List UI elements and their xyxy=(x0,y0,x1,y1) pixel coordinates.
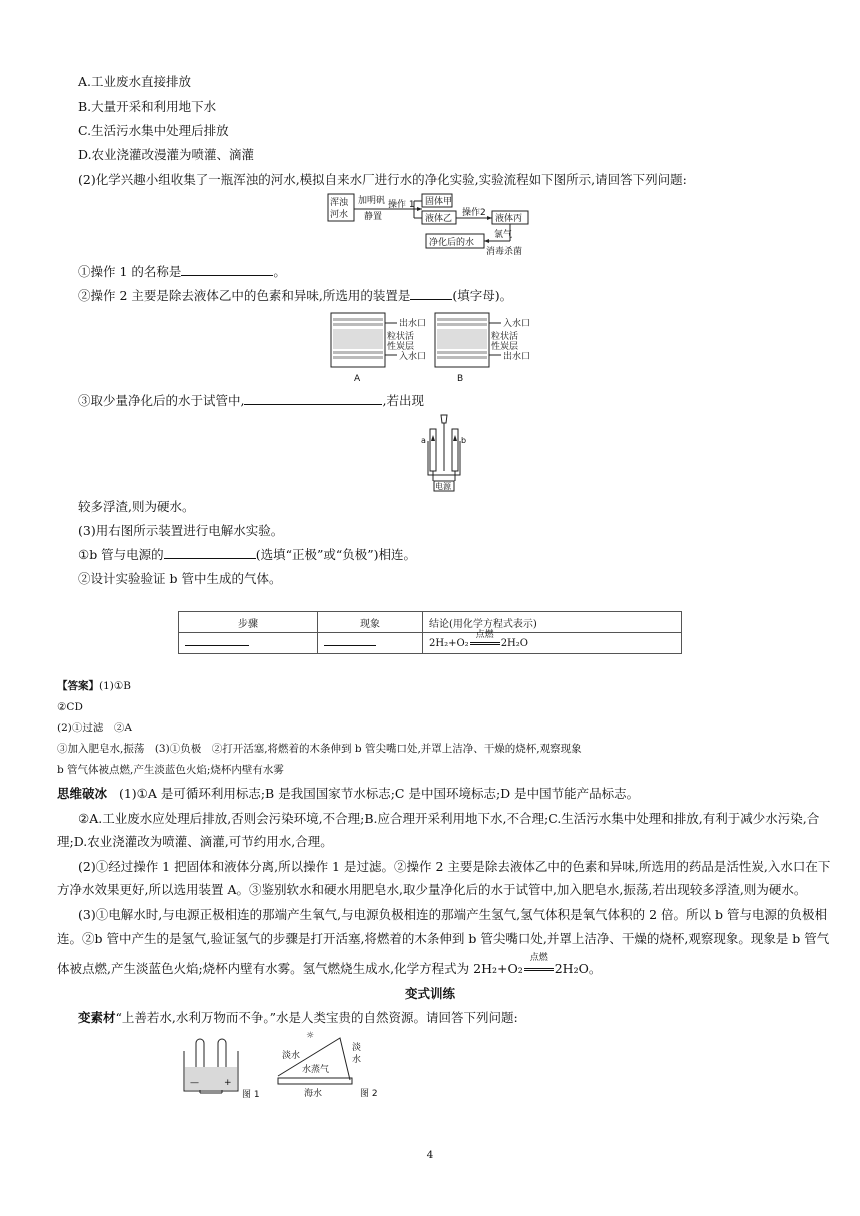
fig2-vapor: 水蒸气 xyxy=(302,1065,330,1075)
power-label: 电源 xyxy=(435,482,451,491)
flow-settle: 静置 xyxy=(364,212,383,222)
a-carbon-1: 粒状活 xyxy=(387,332,415,342)
th-conclusion: 结论(用化学方程式表示) xyxy=(423,612,682,633)
sun-icon: ☼ xyxy=(306,1031,315,1041)
flow-add: 加明矾 xyxy=(358,196,386,206)
th-step: 步骤 xyxy=(179,612,318,633)
a-outlet: 出水口 xyxy=(399,319,427,329)
analysis-p2b: 理;D.农业浇灌改为喷灌、滴灌,可节约用水,合理。 xyxy=(57,834,333,849)
flow-op2: 操作2 xyxy=(462,208,486,218)
analysis-p3: (2)①经过操作 1 把固体和液体分离,所以操作 1 是过滤。②操作 2 主要是除去液体乙中的色素和异味,所选用的药品是活性炭,入水口在下 xyxy=(78,859,831,874)
answer-l3: (2)①过滤 ②A xyxy=(57,722,132,734)
flow-chlorine: 氯气 xyxy=(494,230,513,240)
purification-flowchart xyxy=(326,191,532,257)
q2-s3: ③取少量净化后的水于试管中, ,若出现 xyxy=(78,393,424,408)
fig2-fresh-a: 淡水 xyxy=(282,1051,301,1061)
answer-l2: ②CD xyxy=(57,701,83,713)
analysis-p2: ②A.工业废水应处理后排放,否则会污染环境,不合理;B.应合理开采利用地下水,不合理;C.生活污水集中处理和排放,有利于减少水污染,合 xyxy=(78,811,820,826)
tube-b: b xyxy=(461,436,467,445)
option-b: B.大量开采和利用地下水 xyxy=(78,99,217,114)
a-carbon-2: 性炭层 xyxy=(387,342,415,352)
answer-l4: ③加入肥皂水,振荡 (3)①负极 ②打开活塞,将燃着的木条伸到 b 管尖嘴口处,并罩上洁净、干燥的烧杯,观察现象 xyxy=(57,743,582,755)
analysis-p4: (3)①电解水时,与电源正极相连的那端产生氧气,与电源负极相连的那端产生氢气,氢气体积是氧气体积的 2 倍。所以 b 管与电源的负极相 xyxy=(78,907,827,922)
flow-liquid-b: 液体乙 xyxy=(425,214,453,224)
fig1-label: 图 1 xyxy=(242,1090,260,1100)
variant-text: 变素材“上善若水,水利万物而不争。”水是人类宝贵的自然资源。请回答下列问题: xyxy=(78,1010,518,1025)
fig2-label: 图 2 xyxy=(360,1089,378,1099)
answer-l1: 【答案】(1)①B xyxy=(57,680,132,692)
page-number: 4 xyxy=(426,1149,434,1161)
label-a: A xyxy=(354,374,361,384)
cell-equation: 2H₂+O₂ 点燃 2H₂O xyxy=(423,633,682,654)
flow-purified: 净化后的水 xyxy=(429,238,475,248)
fig2-sea: 海水 xyxy=(304,1089,323,1099)
flow-river-2: 河水 xyxy=(330,210,349,220)
flow-op1: 操作 1 xyxy=(388,200,415,210)
flow-disinfect: 消毒杀菌 xyxy=(486,247,523,257)
q2-intro: (2)化学兴趣小组收集了一瓶浑浊的河水,模拟自来水厂进行水的净化实验,实验流程如下图所示,请回答下列问题: xyxy=(78,172,687,187)
option-c: C.生活污水集中处理后排放 xyxy=(78,123,229,138)
q2-s2: ②操作 2 主要是除去液体乙中的色素和异味,所选用的装置是 (填字母)。 xyxy=(78,288,513,303)
b-carbon-1: 粒状活 xyxy=(491,332,519,342)
option-d: D.农业浇灌改漫灌为喷灌、滴灌 xyxy=(78,147,255,162)
a-inlet: 入水口 xyxy=(399,352,427,362)
flow-solid: 固体甲 xyxy=(425,197,453,207)
q2-s3-end: 较多浮渣,则为硬水。 xyxy=(78,499,195,514)
q2-s1: ①操作 1 的名称是 。 xyxy=(78,264,286,279)
figure-1-electrolysis xyxy=(180,1033,262,1101)
experiment-table xyxy=(178,611,682,654)
cell-phenomenon xyxy=(318,633,423,654)
electrolysis-apparatus xyxy=(420,411,468,493)
analysis-p4b: 连。②b 管中产生的是氢气,验证氢气的步骤是打开活塞,将燃着的木条伸到 b 管尖嘴口处,并罩上洁净、干燥的烧杯,观察现象。现象是 b 管气 xyxy=(57,931,830,946)
figure-2-distillation xyxy=(272,1028,390,1102)
analysis-p1: 思维破冰 (1)①A 是可循环利用标志;B 是我国国家节水标志;C 是中国环境标志;D 是中国节能产品标志。 xyxy=(57,786,640,801)
variant-title: 变式训练 xyxy=(404,986,455,1001)
q3-s1: ①b 管与电源的 (选填“正极”或“负极”)相连。 xyxy=(78,547,417,562)
carbon-filter-apparatus xyxy=(327,309,531,387)
fig2-fresh-b1: 淡 xyxy=(352,1043,362,1053)
q3-s2: ②设计实验验证 b 管中生成的气体。 xyxy=(78,571,282,586)
flow-liquid-c: 液体丙 xyxy=(495,214,523,224)
th-phenomenon: 现象 xyxy=(318,612,423,633)
fig2-fresh-b2: 水 xyxy=(352,1055,362,1065)
b-carbon-2: 性炭层 xyxy=(491,342,519,352)
tube-a: a xyxy=(421,436,426,445)
flow-river-1: 浑浊 xyxy=(330,198,349,208)
answer-l5: b 管气体被点燃,产生淡蓝色火焰;烧杯内壁有水雾 xyxy=(57,764,284,776)
b-outlet: 出水口 xyxy=(503,352,531,362)
analysis-p4c: 体被点燃,产生淡蓝色火焰;烧杯内壁有水雾。氢气燃烧生成水,化学方程式为 2H₂+O₂ 点燃 2H₂O。 xyxy=(57,953,602,976)
b-inlet: 入水口 xyxy=(503,319,531,329)
fig1-plus: + xyxy=(224,1078,232,1088)
analysis-p3b: 方净水效果更好,所以选用装置 A。③鉴别软水和硬水用肥皂水,取少量净化后的水于试管中,加入肥皂水,振荡,若出现较多浮渣,则为硬水。 xyxy=(57,882,807,897)
q3-intro: (3)用右图所示装置进行电解水实验。 xyxy=(78,523,284,538)
cell-step xyxy=(179,633,318,654)
fig1-minus: — xyxy=(190,1078,199,1088)
label-b: B xyxy=(457,374,464,384)
option-a: A.工业废水直接排放 xyxy=(78,74,192,89)
